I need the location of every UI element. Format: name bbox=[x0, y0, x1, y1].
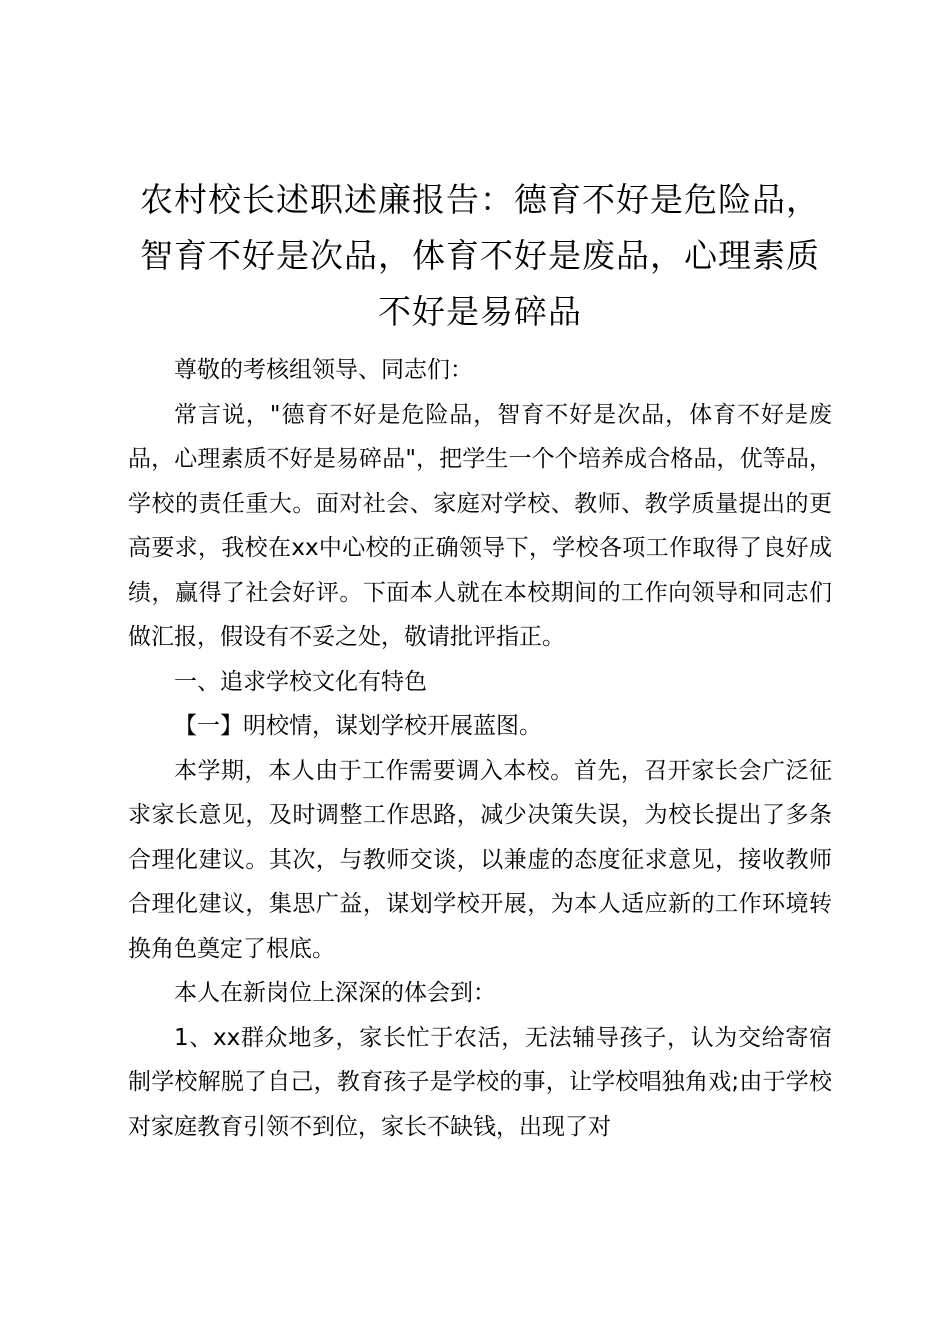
subsection-heading: 【一】明校情，谋划学校开展蓝图。 bbox=[174, 713, 542, 739]
document-title bbox=[128, 172, 832, 340]
section-heading: 一、追求学校文化有特色 bbox=[174, 668, 427, 695]
title-line-1: 农村校长述职述廉报告：德育不好是危险品， bbox=[140, 180, 820, 219]
body-paragraph: 1、xx群众地多，家长忙于农活，无法辅导孩子，认为交给寄宿制学校解脱了自己，教育孩子是学校的事，让学校唱独角戏;由于学校对家庭教育引领不到位，家长不缺钱，出现了对 bbox=[128, 1024, 832, 1140]
body-paragraph: 本人在新岗位上深深的体会到： bbox=[174, 980, 496, 1006]
document-page bbox=[128, 172, 832, 1149]
title-line-3: 不好是易碎品 bbox=[378, 292, 582, 331]
body-paragraph: 本学期，本人由于工作需要调入本校。首先，召开家长会广泛征求家长意见，及时调整工作思路，减少决策失误，为校长提出了多条合理化建议。其次，与教师交谈，以兼虚的态度征求意见，接收教师合理化建议，集思广益，谋划学校开展，为本人适应新的工作环境转换角色奠定了根底。 bbox=[128, 757, 832, 962]
title-line-2: 智育不好是次品，体育不好是废品，心理素质 bbox=[140, 236, 820, 275]
salutation: 尊敬的考核组领导、同志们： bbox=[174, 357, 473, 383]
intro-paragraph: 常言说，"德育不好是危险品，智育不好是次品，体育不好是废品，心理素质不好是易碎品"，把学生一个个培养成合格品，优等品，学校的责任重大。面对社会、家庭对学校、教师、教学质量提出的更高要求，我校在xx中心校的正确领导下，学校各项工作取得了良好成绩，赢得了社会好评。下面本人就在本校期间的工作向领导和同志们做汇报，假设有不妥之处，敬请批评指正。 bbox=[128, 401, 832, 650]
